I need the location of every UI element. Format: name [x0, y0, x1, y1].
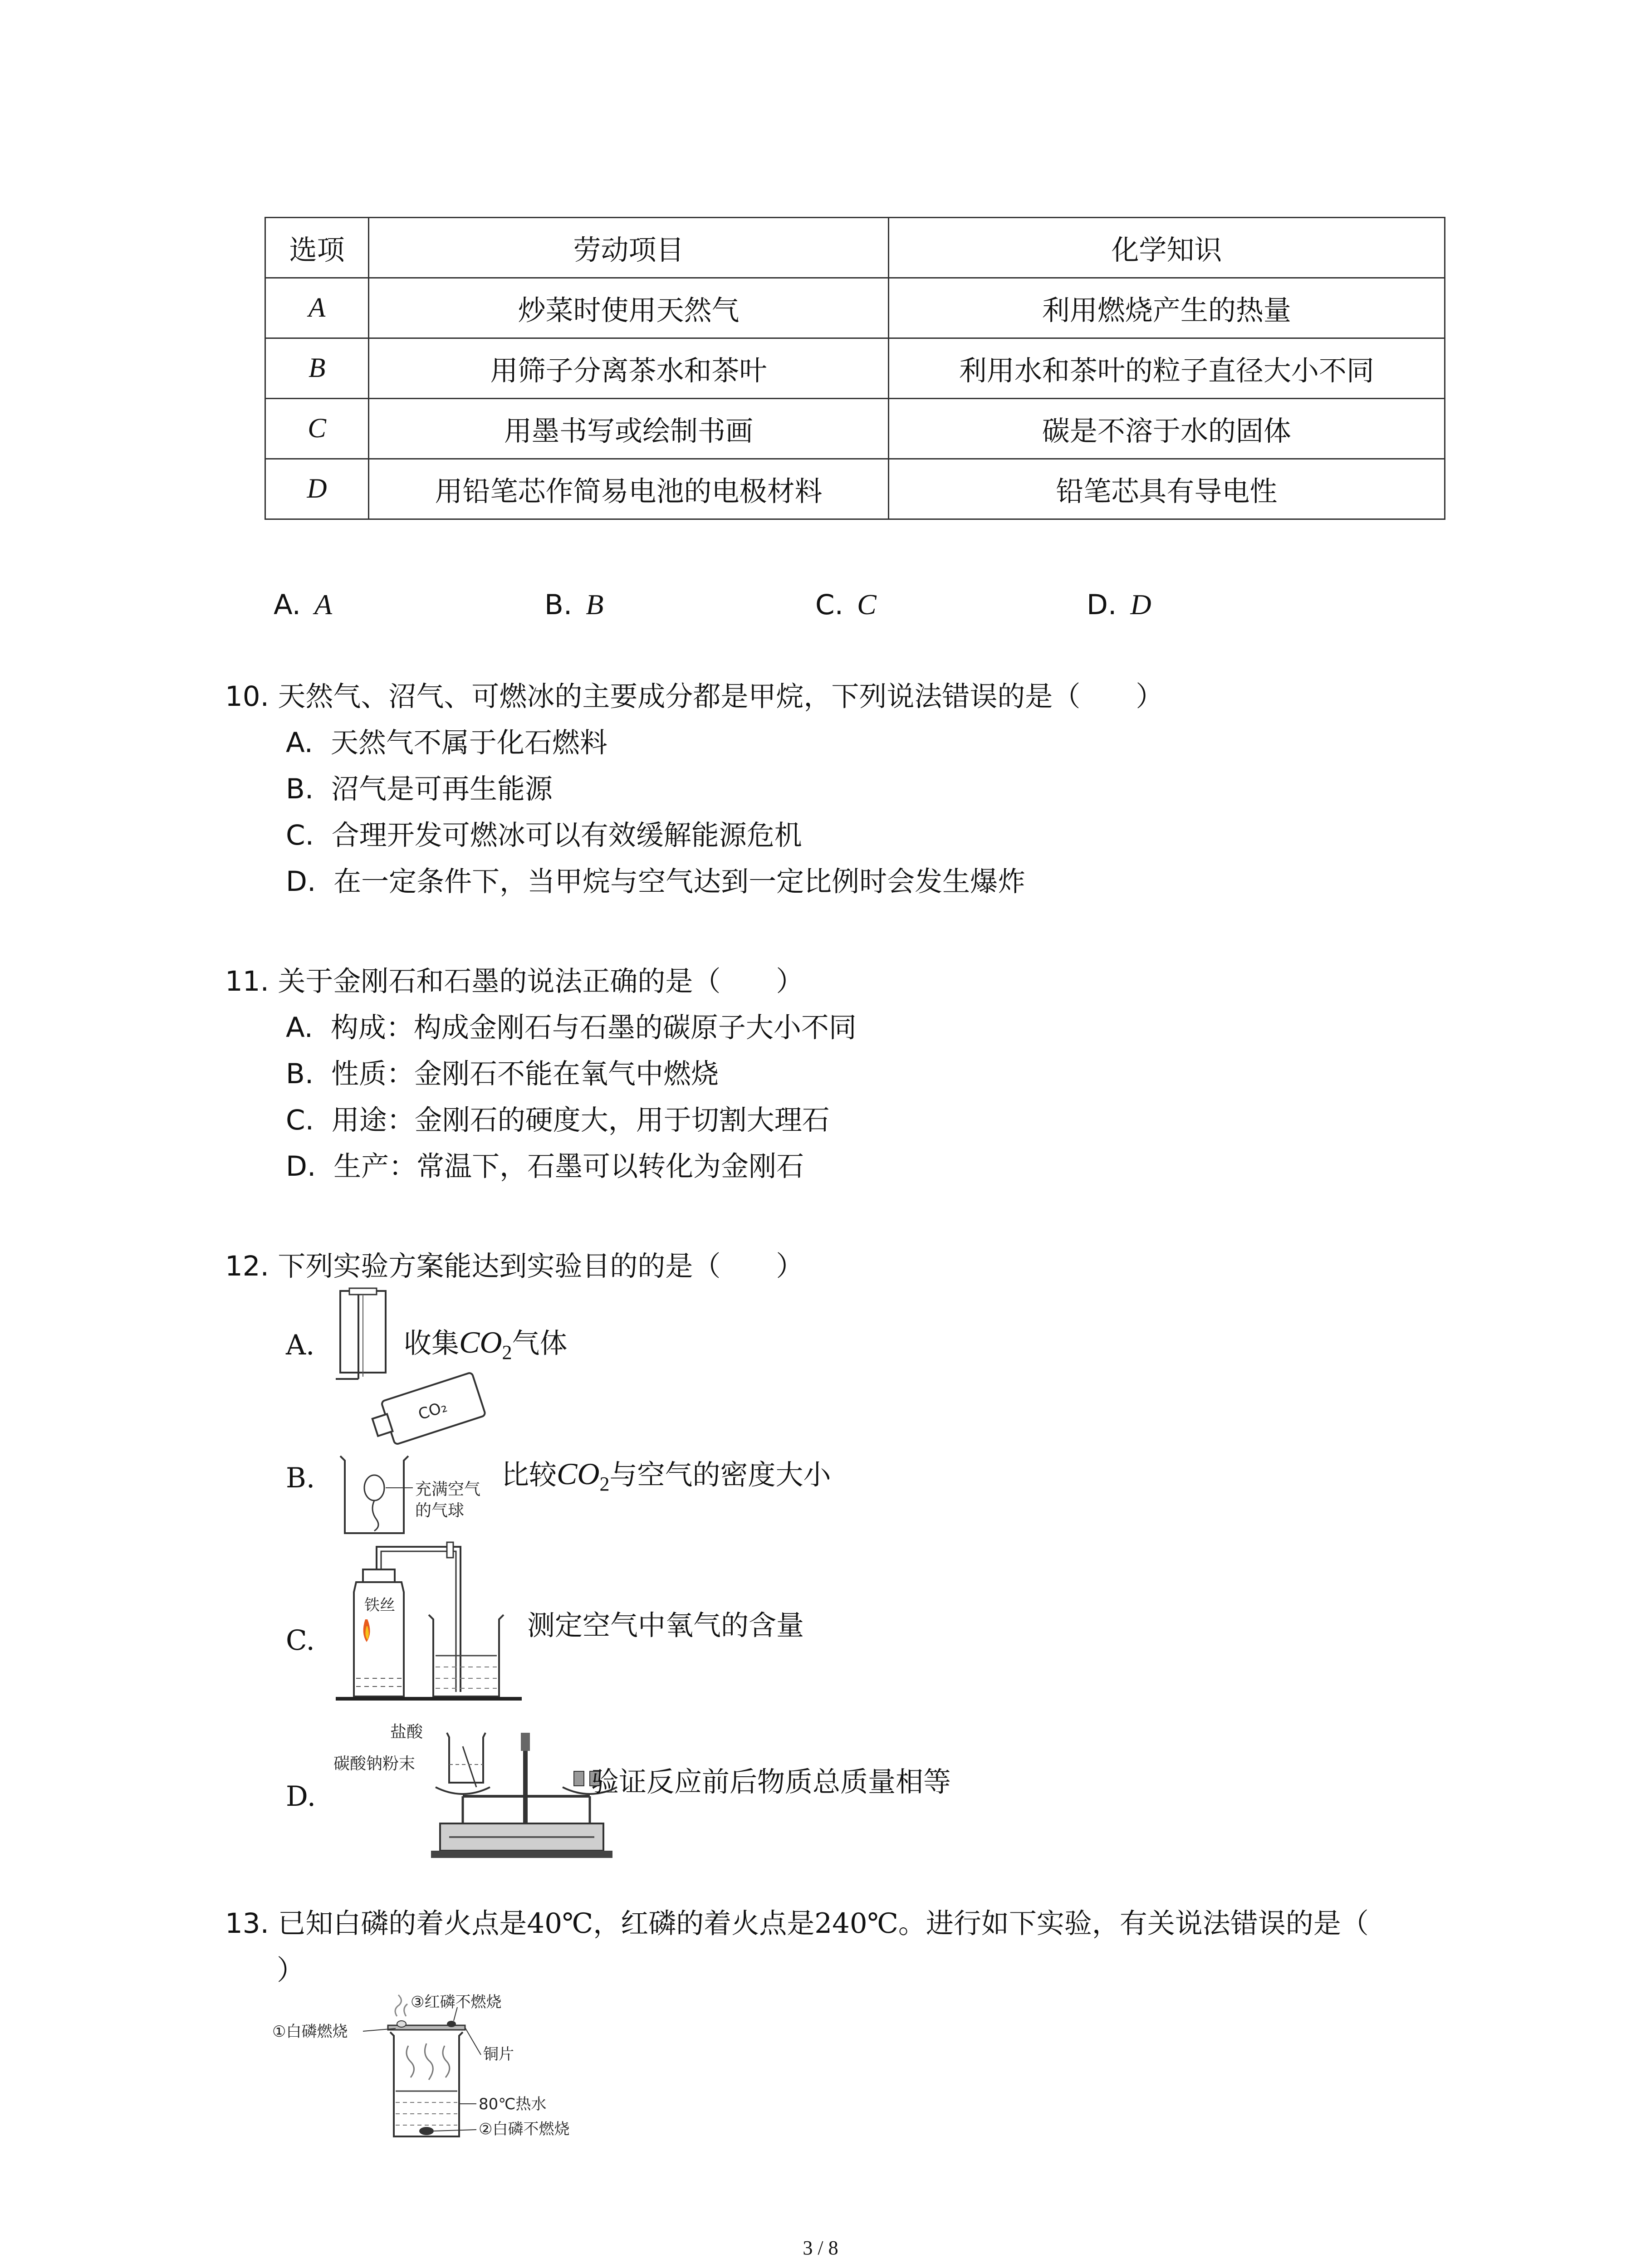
option-text: 在一定条件下，当甲烷与空气达到一定比例时会发生爆炸	[333, 865, 1026, 898]
question-text: 天然气、沼气、可燃冰的主要成分都是甲烷，下列说法错误的是（ ）	[278, 680, 1164, 713]
option-label: B.	[286, 1058, 314, 1090]
formula-sub: 2	[502, 1341, 512, 1364]
iron-wire-label: 铁丝	[364, 1596, 395, 1614]
q13-stem	[225, 1907, 1369, 1940]
question-text: 下列实验方案能达到实验目的的是（ ）	[278, 1250, 804, 1282]
table-cell-option: A	[265, 278, 369, 338]
table-cell-project: 用筛子分离茶水和茶叶	[369, 338, 889, 399]
q9-option-d[interactable]	[1087, 588, 1151, 621]
text-post: 与空气的密度大小	[609, 1459, 831, 1491]
table-cell-project: 炒菜时使用天然气	[369, 278, 889, 338]
hot-water-label: 80℃热水	[479, 2095, 547, 2113]
table-cell-project: 用墨书写或绘制书画	[369, 399, 889, 459]
q12-option-a-text	[404, 1327, 568, 1363]
question-number: 10.	[225, 680, 269, 713]
formula: CO	[557, 1457, 600, 1491]
table-header: 劳动项目	[369, 218, 889, 278]
option-text: 性质：金刚石不能在氧气中燃烧	[331, 1058, 719, 1090]
option-value: B	[586, 588, 604, 621]
iron-wire-oxygen-apparatus-figure	[331, 1542, 535, 1715]
table-cell-option: D	[265, 459, 369, 519]
labor-chemistry-table	[265, 217, 1445, 520]
option-label: A.	[286, 727, 314, 759]
q12-stem	[225, 1252, 803, 1280]
page-number: 3 / 8	[803, 2237, 838, 2259]
option-label: A.	[274, 589, 301, 621]
question-number: 12.	[225, 1250, 269, 1282]
balloon-label-1: 充满空气	[415, 1480, 481, 1499]
table-row	[265, 399, 1445, 459]
option-value: D	[1130, 588, 1151, 621]
option-text: 构成：构成金刚石与石墨的碳原子大小不同	[330, 1012, 857, 1044]
red-phosphorus-label: ③红磷不燃烧	[411, 1993, 502, 2011]
formula-co2	[557, 1457, 610, 1495]
table-header: 选项	[265, 218, 369, 278]
question-number: 11.	[225, 965, 269, 997]
q12-option-d-text: 验证反应前后物质总质量相等	[591, 1766, 951, 1798]
table-row	[265, 278, 1445, 338]
table-cell-project: 用铅笔芯作简易电池的电极材料	[369, 459, 889, 519]
phosphorus-combustion-figure	[272, 1987, 617, 2150]
option-text: 生产：常温下，石墨可以转化为金刚石	[333, 1150, 804, 1183]
option-label: C.	[815, 589, 843, 621]
option-label: B.	[544, 589, 573, 621]
table-header-row	[265, 218, 1445, 278]
q12-option-d-label[interactable]: D.	[286, 1780, 316, 1813]
option-text: 合理开发可燃冰可以有效缓解能源危机	[331, 819, 802, 851]
copper-sheet-label: 铜片	[483, 2045, 514, 2063]
q10-option-b[interactable]	[286, 775, 553, 803]
formula-co2	[459, 1325, 512, 1364]
table-cell-option: C	[265, 399, 369, 459]
option-text: 天然气不属于化石燃料	[330, 727, 607, 759]
q12-option-a-label[interactable]: A.	[286, 1329, 315, 1361]
gas-collection-bottle-figure	[331, 1288, 404, 1397]
q11-option-a[interactable]	[286, 1012, 857, 1044]
q12-option-b-label[interactable]: B.	[286, 1462, 315, 1494]
q9-option-c[interactable]	[815, 588, 877, 621]
option-label: D.	[1087, 589, 1117, 621]
balance-reaction-figure	[327, 1719, 608, 1869]
option-label: A.	[286, 1012, 314, 1044]
option-label: C.	[286, 1104, 314, 1136]
hydrochloric-acid-label: 盐酸	[390, 1723, 423, 1741]
question-number: 13.	[225, 1907, 269, 1940]
text-post: 气体	[512, 1327, 568, 1359]
option-value: A	[314, 588, 333, 621]
table-cell-knowledge: 碳是不溶于水的固体	[888, 399, 1445, 459]
option-text: 用途：金刚石的硬度大，用于切割大理石	[331, 1104, 830, 1136]
table-cell-knowledge: 利用水和茶叶的粒子直径大小不同	[888, 338, 1445, 399]
q9-option-b[interactable]	[544, 588, 603, 621]
white-phosphorus-not-burning-label: ②白磷不燃烧	[479, 2120, 570, 2138]
co2-bottle-label: CO₂	[416, 1397, 450, 1424]
q11-option-d[interactable]	[286, 1150, 804, 1183]
option-label: B.	[286, 773, 314, 805]
q12-option-c-text: 测定空气中氧气的含量	[527, 1609, 804, 1642]
q10-option-c[interactable]	[286, 821, 802, 849]
option-label: D.	[286, 1150, 316, 1183]
q12-option-c-label[interactable]: C.	[286, 1624, 315, 1657]
q12-option-b-text	[501, 1458, 831, 1494]
q13-stem-end: ）	[277, 1954, 305, 1986]
q10-option-d[interactable]	[286, 865, 1026, 898]
text-pre: 收集	[404, 1327, 460, 1359]
q11-option-c[interactable]	[286, 1106, 830, 1134]
table-row	[265, 338, 1445, 399]
white-phosphorus-burning-label: ①白磷燃烧	[272, 2023, 348, 2041]
balloon-label-2: 的气球	[415, 1501, 465, 1520]
option-label: D.	[286, 865, 316, 898]
option-value: C	[857, 588, 877, 621]
q10-option-a[interactable]	[286, 729, 607, 757]
formula: CO	[459, 1325, 502, 1359]
option-text: 沼气是可再生能源	[331, 773, 553, 805]
q11-option-b[interactable]	[286, 1060, 719, 1088]
question-text: 关于金刚石和石墨的说法正确的是（ ）	[278, 965, 804, 997]
q9-option-a[interactable]	[274, 588, 332, 621]
formula-sub: 2	[599, 1473, 610, 1495]
table-cell-knowledge: 利用燃烧产生的热量	[888, 278, 1445, 338]
option-label: C.	[286, 819, 314, 851]
balloon-beaker-figure	[336, 1397, 508, 1542]
table-cell-option: B	[265, 338, 369, 399]
q10-stem	[225, 680, 1164, 713]
table-row	[265, 459, 1445, 519]
sodium-carbonate-label: 碳酸钠粉末	[333, 1755, 416, 1773]
question-text: 已知白磷的着火点是40℃，红磷的着火点是240℃。进行如下实验，有关说法错误的是（	[278, 1907, 1369, 1940]
text-pre: 比较	[501, 1459, 557, 1491]
table-cell-knowledge: 铅笔芯具有导电性	[888, 459, 1445, 519]
table-header: 化学知识	[888, 218, 1445, 278]
q11-stem	[225, 965, 804, 997]
